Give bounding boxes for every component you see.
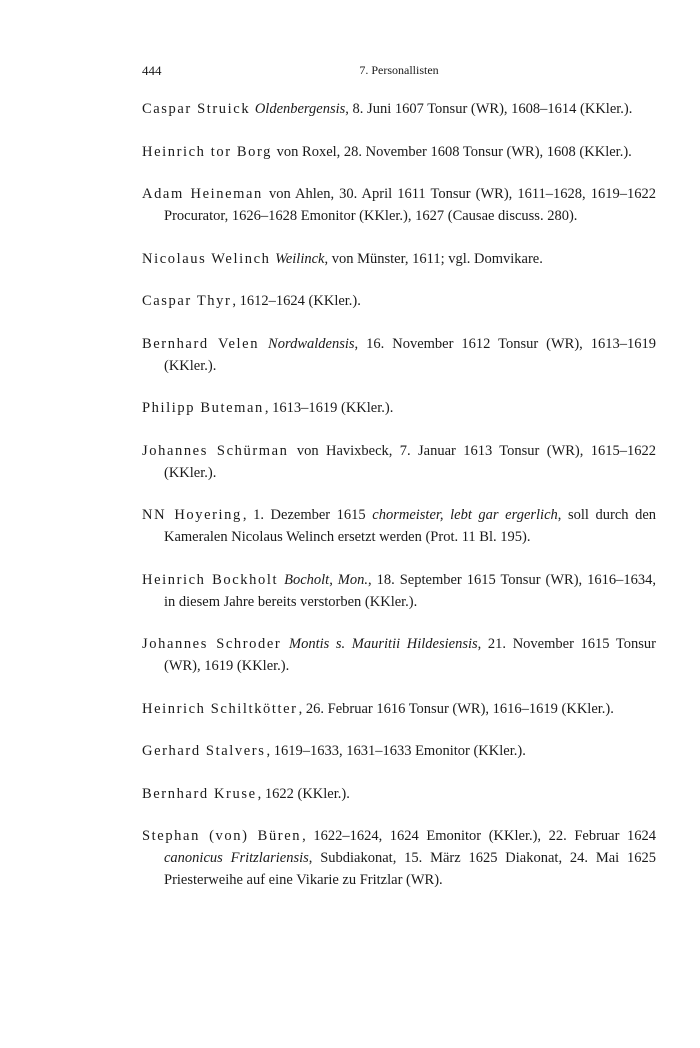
entry-text: , 1619–1633, 1631–1633 Emonitor (KKler.). bbox=[266, 743, 526, 759]
entry-text: von Ahlen, 30. April 1611 Tonsur (WR), 1611–1628, 1619–1622 Procurator, 1626–1628 Emonitor (KKler.), 1627 (Causae discuss. 280). bbox=[164, 186, 657, 224]
page-number: 444 bbox=[142, 63, 162, 78]
person-name: Stephan (von) Büren bbox=[142, 828, 302, 844]
entry-text: , 1612–1624 (KKler.). bbox=[232, 293, 361, 309]
entry-list bbox=[142, 98, 656, 891]
page-header bbox=[142, 63, 656, 83]
entry-text: von Havixbeck, 7. Januar 1613 Tonsur (WR), 1615–1622 (KKler.). bbox=[164, 442, 656, 481]
person-name: Johannes Schürman bbox=[142, 442, 289, 459]
latin-term: Oldenbergensis bbox=[254, 101, 346, 117]
latin-term: chormeister, lebt gar ergerlich bbox=[372, 507, 558, 523]
entry-text: , Subdiakonat, 15. März 1625 Diakonat, 24. Mai 1625 Priesterweihe auf eine Vikarie zu Fritzlar (WR). bbox=[164, 850, 656, 888]
entry-text: , 1622–1624, 1624 Emonitor (KKler.), 22. Februar 1624 bbox=[302, 828, 656, 844]
entry-text: , 1613–1619 (KKler.). bbox=[264, 400, 394, 416]
person-name: Heinrich Bockholt bbox=[142, 571, 279, 588]
entry-text: , 1. Dezember 1615 bbox=[242, 507, 373, 523]
list-item bbox=[142, 740, 656, 762]
person-name: Johannes Schroder bbox=[142, 636, 282, 652]
person-name: Heinrich Schiltkötter bbox=[142, 700, 298, 717]
person-name: Bernhard Velen bbox=[142, 335, 260, 352]
entry-text: von Roxel, 28. November 1608 Tonsur (WR), 1608 (KKler.). bbox=[273, 143, 632, 160]
person-name: Nicolaus Welinch bbox=[142, 250, 271, 267]
list-item bbox=[142, 698, 656, 720]
entry-text bbox=[260, 336, 268, 352]
list-item bbox=[142, 569, 656, 613]
list-item bbox=[142, 440, 656, 484]
list-item bbox=[142, 825, 656, 891]
list-item bbox=[142, 141, 656, 163]
list-item bbox=[142, 333, 656, 377]
list-item bbox=[142, 183, 656, 227]
entry-text: , 1622 (KKler.). bbox=[257, 785, 350, 802]
list-item bbox=[142, 290, 656, 312]
latin-term: Weilinck bbox=[275, 250, 325, 267]
person-name: NN Hoyering bbox=[142, 507, 242, 523]
person-name: Heinrich tor Borg bbox=[142, 143, 273, 160]
list-item bbox=[142, 783, 656, 805]
person-name: Philipp Buteman bbox=[142, 400, 264, 416]
person-name: Caspar Thyr bbox=[142, 293, 232, 309]
list-item bbox=[142, 633, 656, 677]
entry-text: , 16. November 1612 Tonsur (WR), 1613–1619 (KKler.). bbox=[164, 335, 656, 374]
latin-term: Nordwaldensis bbox=[268, 335, 355, 352]
person-name: Adam Heineman bbox=[142, 186, 263, 202]
list-item bbox=[142, 248, 656, 270]
latin-term: Montis s. Mauritii Hildesiensis bbox=[288, 636, 478, 652]
latin-term: Bocholt, Mon. bbox=[284, 571, 369, 588]
running-title: 7. Personallisten bbox=[359, 63, 439, 77]
list-item bbox=[142, 98, 656, 120]
entry-text: , 21. November 1615 Tonsur (WR), 1619 (KKler.). bbox=[164, 636, 656, 674]
entry-text: , 18. September 1615 Tonsur (WR), 1616–1634, in diesem Jahre bereits verstorben (KKler.). bbox=[164, 571, 657, 610]
entry-text: , soll durch den Kameralen Nicolaus Welinch ersetzt werden (Prot. 11 Bl. 195). bbox=[164, 507, 657, 545]
person-name: Bernhard Kruse bbox=[142, 785, 257, 802]
entry-text: , von Münster, 1611; vgl. Domvikare. bbox=[324, 250, 543, 267]
entry-text bbox=[282, 636, 289, 652]
entry-text: , 26. Februar 1616 Tonsur (WR), 1616–1619 (KKler.). bbox=[298, 700, 614, 717]
latin-term: canonicus Fritzlariensis bbox=[164, 850, 309, 866]
list-item bbox=[142, 504, 656, 548]
list-item bbox=[142, 397, 656, 419]
entry-text: , 8. Juni 1607 Tonsur (WR), 1608–1614 (KKler.). bbox=[345, 101, 633, 117]
person-name: Caspar Struick bbox=[142, 101, 251, 117]
person-name: Gerhard Stalvers bbox=[142, 743, 266, 759]
